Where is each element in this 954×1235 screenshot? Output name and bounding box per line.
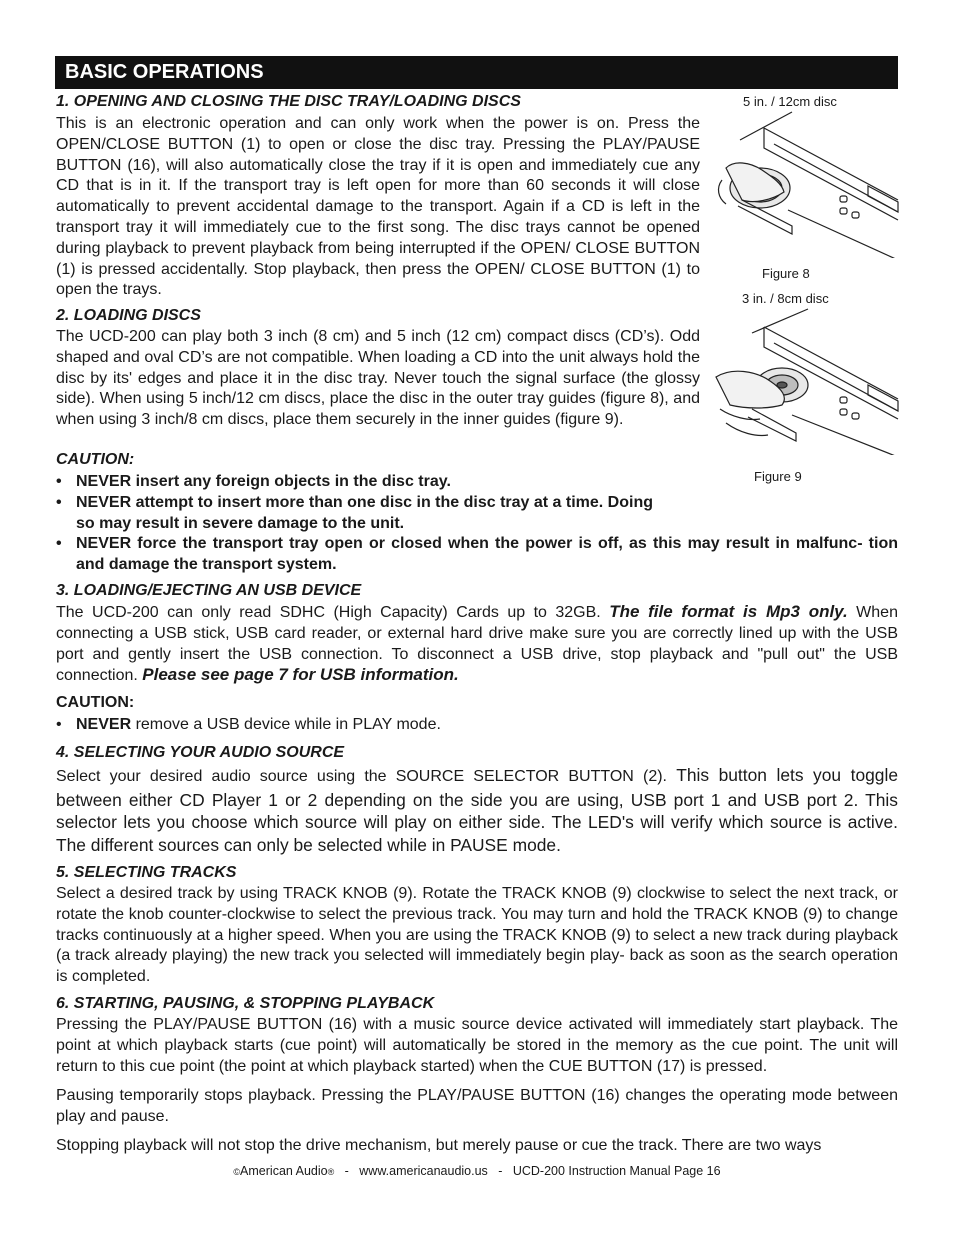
- section-body-1: This is an electronic operation and can only work when the power is on. Press the OPEN/CLOSE BUTTON (1) to open or close the disc tray. Pressing the PLAY/PAUSE BUTTON (16), will also automatically close the tray if it is open and immediately cue any CD that is in it. If the transport tray is left open for more than 60 seconds it will close automatically to prevent accidental damage to the transport. Again if a CD is left in the transport tray it will immediately cue to the first song. The disc trays cannot be opened during playback to prevent playback from being interrupted if the OPEN/ CLOSE BUTTON (1) is pressed accidentally. Stop playback, then press the OPEN/ CLOSE BUTTON (1) to open the trays.: [56, 115, 700, 299]
- section-body-4: Select your desired audio source using the SOURCE SELECTOR BUTTON (2). This button lets you toggle between either CD Player 1 or 2 depending on the side you are using, USB port 1 and USB port 2. This selector lets you choose which source will play on either side. The LED's will verify which source is active. The different sources can only be selected while in PAUSE mode.: [56, 765, 898, 855]
- section-body-3: The UCD-200 can only read SDHC (High Capacity) Cards up to 32GB. The file format is Mp3 only. When connecting a USB stick, USB card reader, or external hard drive make sure you are correctly lined up with the USB port and gently insert the USB connection. To disconnect a USB drive, stop playback and "pull out" the USB connection. Please see page 7 for USB information.: [56, 602, 898, 685]
- section-body-5: Select a desired track by using TRACK KNOB (9). Rotate the TRACK KNOB (9) clockwise to select the next track, or rotate the knob counter-clockwise to select the previous track. You may turn and hold the TRACK KNOB (9) to change tracks continuously at a higher speed. When you are using the TRACK KNOB (9) to select a new track during playback (a track already playing) the new track you selected will immediately begin play- back as soon as the search operation is completed.: [56, 885, 898, 986]
- footer-brand: American Audio: [240, 1164, 328, 1178]
- section-heading-1: 1. OPENING AND CLOSING THE DISC TRAY/LOADING DISCS: [56, 93, 521, 110]
- page-footer: [0, 1164, 954, 1178]
- section-title-bar: [55, 56, 898, 89]
- list-item: • NEVER remove a USB device while in PLAY mode.: [56, 716, 441, 733]
- copyright-symbol: ©: [233, 1167, 241, 1177]
- section-body-6-p3: Stopping playback will not stop the drive mechanism, but merely pause or cue the track. There are two ways: [56, 1137, 822, 1154]
- caution-heading-3: CAUTION:: [56, 694, 135, 711]
- footer-separator: -: [498, 1164, 503, 1178]
- figure-9-disc-tray-illustration: [712, 305, 900, 455]
- caution-heading-2: CAUTION:: [56, 451, 135, 468]
- caution-list-3: [56, 715, 898, 736]
- section-heading-4: 4. SELECTING YOUR AUDIO SOURCE: [56, 744, 345, 761]
- registered-symbol: ®: [327, 1167, 335, 1177]
- footer-separator: -: [344, 1164, 349, 1178]
- footer-manual-page: UCD-200 Instruction Manual Page 16: [512, 1164, 721, 1178]
- section-heading-3: 3. LOADING/EJECTING AN USB DEVICE: [56, 582, 362, 599]
- section-body-2: The UCD-200 can play both 3 inch (8 cm) and 5 inch (12 cm) compact discs (CD’s). Odd shaped and oval CD’s are not compatible. When loading a CD into the unit always hold the disc by its' edges and place it in the disc tray. Never touch the signal surface (the glossy side). When using 5 inch/12 cm discs, place the disc in the outer tray guides (figure 8), and when using 3 inch/8 cm discs, place them securely in the inner guides (figure 9).: [56, 328, 700, 429]
- caution-list-2: [56, 472, 898, 576]
- usb-info-emphasis: Please see page 7 for USB information.: [142, 665, 459, 685]
- file-format-emphasis: The file format is Mp3 only.: [609, 602, 848, 621]
- page-title: BASIC OPERATIONS: [65, 61, 264, 83]
- section-heading-5: 5. SELECTING TRACKS: [56, 864, 237, 881]
- figure-9-caption: Figure 9: [754, 469, 802, 484]
- footer-url: www.americanaudio.us: [359, 1164, 488, 1178]
- section-body-6-p2: Pausing temporarily stops playback. Pressing the PLAY/PAUSE BUTTON (16) changes the operating mode between play and pause.: [56, 1087, 898, 1125]
- section-heading-6: 6. STARTING, PAUSING, & STOPPING PLAYBACK: [56, 995, 435, 1012]
- list-item: • NEVER attempt to insert more than one disc in the disc tray at a time. Doing so may result in severe damage to the unit.: [56, 493, 653, 532]
- section-body-6-p1: Pressing the PLAY/PAUSE BUTTON (16) with a music source device activated will immediately start playback. The point at which playback starts (cue point) will automatically be stored in the memory as the cue point. The unit will return to this cue point (the point at which playback started) when the CUE BUTTON (17) is pressed.: [56, 1016, 898, 1075]
- figure-8-top-label: 5 in. / 12cm disc: [743, 94, 837, 109]
- section-heading-2: 2. LOADING DISCS: [56, 307, 201, 324]
- figure-8-caption: Figure 8: [762, 266, 810, 281]
- list-item: • NEVER insert any foreign objects in the disc tray.: [56, 473, 451, 490]
- figure-8-disc-tray-illustration: [712, 108, 900, 258]
- list-item: • NEVER force the transport tray open or closed when the power is off, as this may result in malfunc- tion and damage the transport system.: [56, 535, 898, 574]
- figure-9-top-label: 3 in. / 8cm disc: [742, 291, 829, 306]
